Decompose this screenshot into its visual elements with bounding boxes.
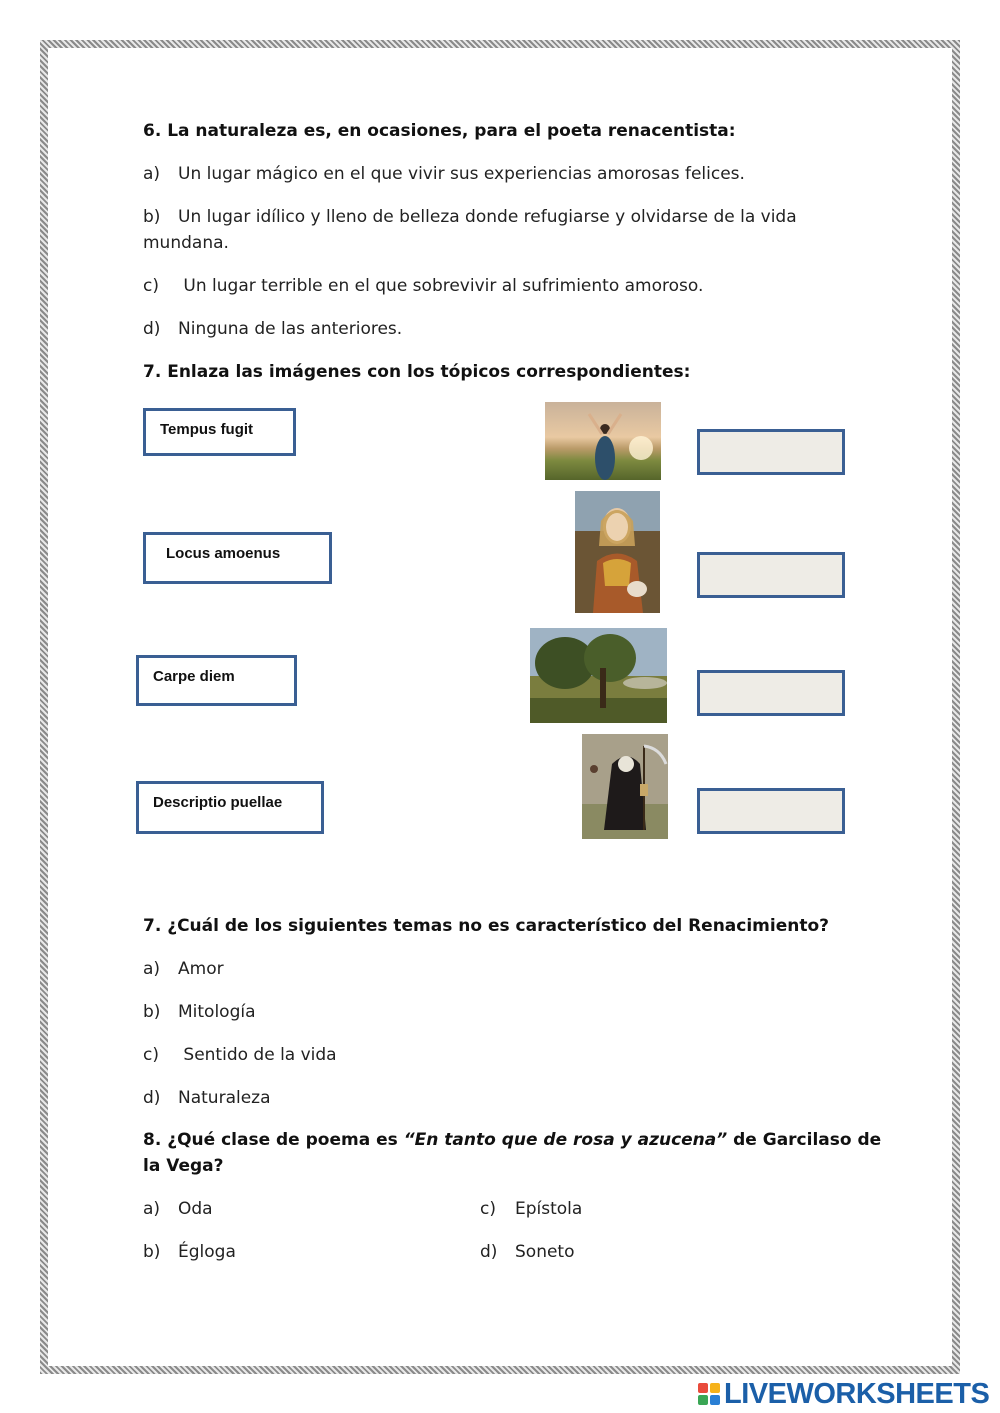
answer-box-4[interactable] [697, 788, 845, 834]
blocks-icon [698, 1383, 720, 1405]
option-text: Oda [178, 1199, 213, 1219]
option-text: Amor [178, 959, 224, 979]
tag-tempus-fugit[interactable]: Tempus fugit [143, 408, 296, 456]
q6-title: 6. La naturaleza es, en ocasiones, para el poeta renacentista: [143, 121, 736, 141]
option-text: Sentido de la vida [178, 1045, 337, 1065]
answer-box-3[interactable] [697, 670, 845, 716]
q6-option-d [143, 316, 402, 342]
q6-option-c [143, 273, 703, 299]
q6-option-a [143, 161, 745, 187]
option-letter: c) [143, 1045, 159, 1065]
option-letter: d) [480, 1242, 498, 1262]
option-text: Un lugar terrible en el que sobrevivir al sufrimiento amoroso. [178, 276, 704, 296]
option-text: Un lugar idílico y lleno de belleza donde refugiarse y olvidarse de la vida [178, 207, 797, 227]
tag-carpe-diem[interactable]: Carpe diem [136, 655, 297, 706]
renaissance-portrait-image [575, 491, 660, 613]
option-text: Epístola [515, 1199, 583, 1219]
option-text: Mitología [178, 1002, 256, 1022]
option-letter: d) [143, 319, 161, 339]
q8-title [143, 1127, 881, 1153]
q8-title-end: de Garcilaso de [727, 1130, 882, 1150]
q7b-option-b [143, 999, 256, 1025]
option-letter: c) [480, 1199, 496, 1219]
q8-title-continued: la Vega? [143, 1156, 224, 1176]
option-letter: b) [143, 1002, 161, 1022]
option-text: Ninguna de las anteriores. [178, 319, 403, 339]
q6-option-b-continued: mundana. [143, 233, 229, 253]
q7b-option-a [143, 956, 224, 982]
q8-option-c [480, 1196, 582, 1222]
option-letter: c) [143, 276, 159, 296]
q7-match-title: 7. Enlaza las imágenes con los tópicos correspondientes: [143, 362, 691, 382]
woman-field-image [545, 402, 661, 480]
option-text: Soneto [515, 1242, 575, 1262]
option-text: Égloga [178, 1242, 236, 1262]
answer-box-1[interactable] [697, 429, 845, 475]
q8-option-d [480, 1239, 575, 1265]
option-text: Naturaleza [178, 1088, 271, 1108]
grim-reaper-image [582, 734, 668, 839]
q8-option-a [143, 1196, 213, 1222]
option-letter: b) [143, 1242, 161, 1262]
option-letter: a) [143, 959, 161, 979]
option-text: Un lugar mágico en el que vivir sus experiencias amorosas felices. [178, 164, 745, 184]
q7b-option-c [143, 1042, 337, 1068]
answer-box-2[interactable] [697, 552, 845, 598]
tag-locus-amoenus[interactable]: Locus amoenus [143, 532, 332, 584]
option-letter: a) [143, 164, 161, 184]
q7b-title: 7. ¿Cuál de los siguientes temas no es característico del Renacimiento? [143, 916, 830, 936]
q7b-option-d [143, 1085, 271, 1111]
q8-option-b [143, 1239, 236, 1265]
landscape-painting-image [530, 628, 667, 723]
q8-poem-title: “En tanto que de rosa y azucena” [403, 1130, 728, 1150]
q6-option-b [143, 204, 797, 230]
option-letter: a) [143, 1199, 161, 1219]
tag-descriptio-puellae[interactable]: Descriptio puellae [136, 781, 324, 834]
option-letter: b) [143, 207, 161, 227]
brand-name: LIVEWORKSHEETS [724, 1377, 990, 1410]
option-letter: d) [143, 1088, 161, 1108]
q8-title-start: 8. ¿Qué clase de poema es [143, 1130, 404, 1150]
liveworksheets-logo [698, 1378, 989, 1410]
